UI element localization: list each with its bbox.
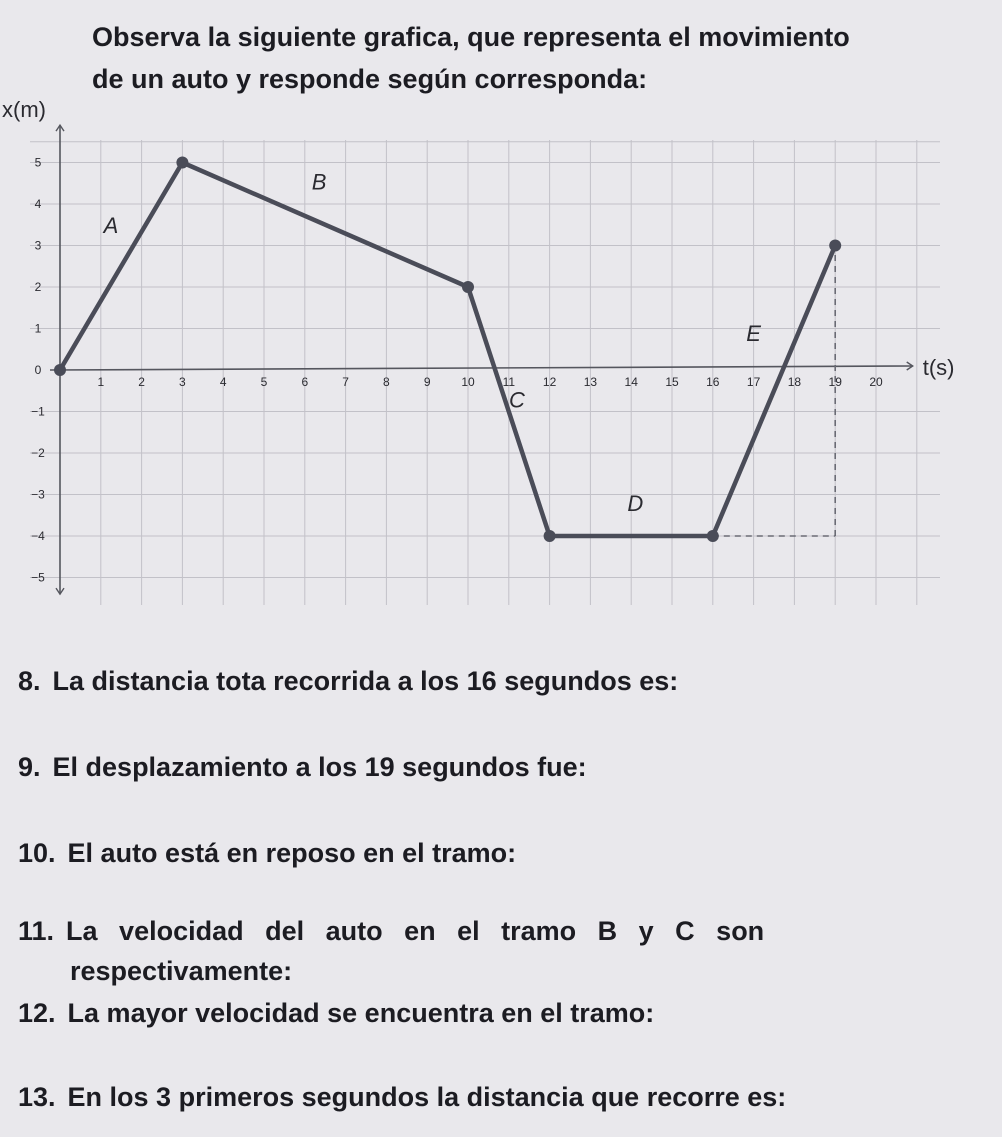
chart-segment-labels	[102, 169, 762, 516]
y-tick-label: −4	[31, 529, 45, 543]
y-tick-label: −3	[31, 487, 45, 502]
y-tick-label: 1	[34, 321, 42, 336]
question-number: 8.	[18, 666, 41, 696]
segment-label: B	[311, 169, 327, 195]
y-tick-label: −2	[31, 446, 45, 460]
segment-label: D	[627, 491, 644, 517]
segment-label: A	[103, 213, 119, 239]
question-10	[18, 834, 978, 872]
y-tick-label: 3	[34, 238, 42, 253]
x-tick-label: 15	[665, 375, 679, 389]
question-text: El auto está en reposo en el tramo:	[67, 838, 517, 868]
x-tick-label: 20	[869, 375, 883, 389]
question-text: En los 3 primeros segundos la distancia que recorre es:	[67, 1082, 787, 1112]
intro-line-1: Observa la siguiente grafica, que representa el movimiento	[92, 22, 850, 52]
data-point	[462, 281, 474, 293]
x-tick-label: 11	[502, 375, 516, 389]
x-tick-label: 3	[179, 375, 186, 389]
y-tick-label: 0	[34, 363, 42, 377]
data-point	[707, 530, 719, 542]
x-tick-label: 9	[423, 375, 431, 389]
series-line	[60, 163, 835, 537]
y-tick-label: 5	[34, 155, 42, 170]
x-tick-label: 2	[138, 375, 145, 389]
y-tick-label: 2	[34, 280, 42, 294]
x-tick-label: 7	[342, 375, 349, 389]
position-time-chart	[0, 90, 1002, 610]
question-text: La velocidad del auto en el tramo B y C son	[66, 916, 765, 946]
data-point	[544, 530, 556, 542]
x-tick-label: 4	[219, 375, 227, 389]
x-tick-label: 5	[260, 375, 268, 389]
question-number: 11.	[18, 916, 55, 946]
x-tick-label: 10	[461, 375, 475, 389]
chart-series	[54, 157, 841, 543]
x-tick-label: 13	[583, 375, 598, 389]
question-number: 10.	[18, 838, 56, 868]
intro-line-2: de un auto y responde según corresponda:	[92, 64, 648, 94]
x-tick-label: 18	[787, 375, 802, 389]
question-number: 13.	[18, 1082, 56, 1112]
x-tick-label: 17	[746, 375, 761, 389]
y-tick-label: 4	[34, 197, 42, 211]
segment-label: E	[746, 320, 761, 346]
x-tick-label: 6	[301, 375, 309, 389]
question-text: La mayor velocidad se encuentra en el tramo:	[67, 998, 655, 1028]
x-tick-label: 1	[97, 375, 105, 389]
question-12	[18, 994, 978, 1032]
x-tick-label: 19	[828, 375, 842, 389]
question-number: 12.	[18, 998, 56, 1028]
x-tick-label: 12	[542, 375, 557, 389]
question-text: respectivamente:	[70, 956, 293, 986]
data-point	[829, 240, 841, 252]
segment-label: C	[509, 387, 525, 413]
x-tick-label: 14	[624, 375, 638, 389]
question-text: El desplazamiento a los 19 segundos fue:	[52, 752, 587, 782]
question-11-continued	[70, 952, 1002, 990]
y-tick-label: −5	[31, 570, 45, 585]
question-8	[18, 662, 978, 700]
chart-axes	[2, 97, 954, 594]
data-point	[54, 364, 66, 376]
y-axis-label: x(m)	[2, 97, 46, 123]
question-text: La distancia tota recorrida a los 16 segundos es:	[52, 666, 679, 696]
x-tick-label: 8	[383, 375, 390, 389]
question-9	[18, 748, 978, 786]
intro-text	[92, 16, 972, 100]
question-11	[18, 912, 978, 950]
y-tick-label: −1	[31, 404, 45, 419]
question-number: 9.	[18, 752, 41, 782]
data-point	[176, 157, 188, 169]
x-tick-label: 16	[706, 375, 720, 389]
question-13	[18, 1078, 978, 1116]
x-axis-label: t(s)	[922, 355, 955, 380]
